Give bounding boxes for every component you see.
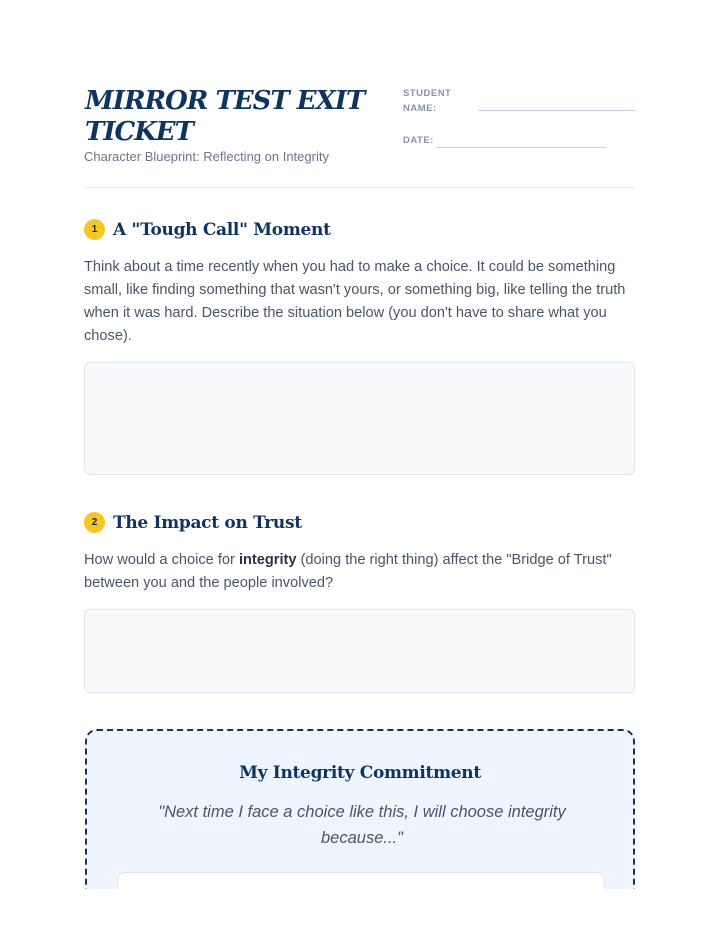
student-name-label [403,86,451,116]
commitment-quote: "Next time I face a choice like this, I will choose integrity because..." [158,803,566,847]
date-field[interactable] [436,147,606,148]
section-2-answer-box[interactable] [84,609,635,693]
commitment-title: My Integrity Commitment [239,763,481,783]
section-1-number-badge: 1 [84,219,105,240]
student-name-label-line1: STUDENT [403,88,452,99]
section-1-answer-box[interactable] [84,362,635,475]
student-name-field[interactable] [478,110,635,111]
header-divider [84,187,635,188]
section-2-prompt [84,549,636,595]
section-2-heading [84,512,302,533]
section-2-prompt-keyword: integrity [238,552,297,568]
section-2-prompt-start: How would a choice for [84,552,239,568]
section-1-title: A "Tough Call" Moment [113,219,331,240]
section-1-prompt: Think about a time recently when you had to make a choice. It could be something small, like finding something that wasn't yours, or something big, like telling the truth when it was hard. Describe the situation below (you don't have to share what you chose). [84,259,626,344]
student-name-label-line2: NAME: [403,103,437,114]
section-2-title: The Impact on Trust [113,512,302,533]
date-label: DATE: [403,135,434,146]
worksheet-title: MIRROR TEST EXIT TICKET [85,86,365,147]
section-2-number-badge: 2 [84,512,105,533]
section-1-heading [84,219,331,240]
worksheet-subtitle: Character Blueprint: Reflecting on Integrity [84,149,329,164]
page-bottom-margin [0,889,720,932]
section-2-prompt-end: (doing the right thing) affect the "Bridge of Trust" between you and the people involved? [84,552,612,591]
